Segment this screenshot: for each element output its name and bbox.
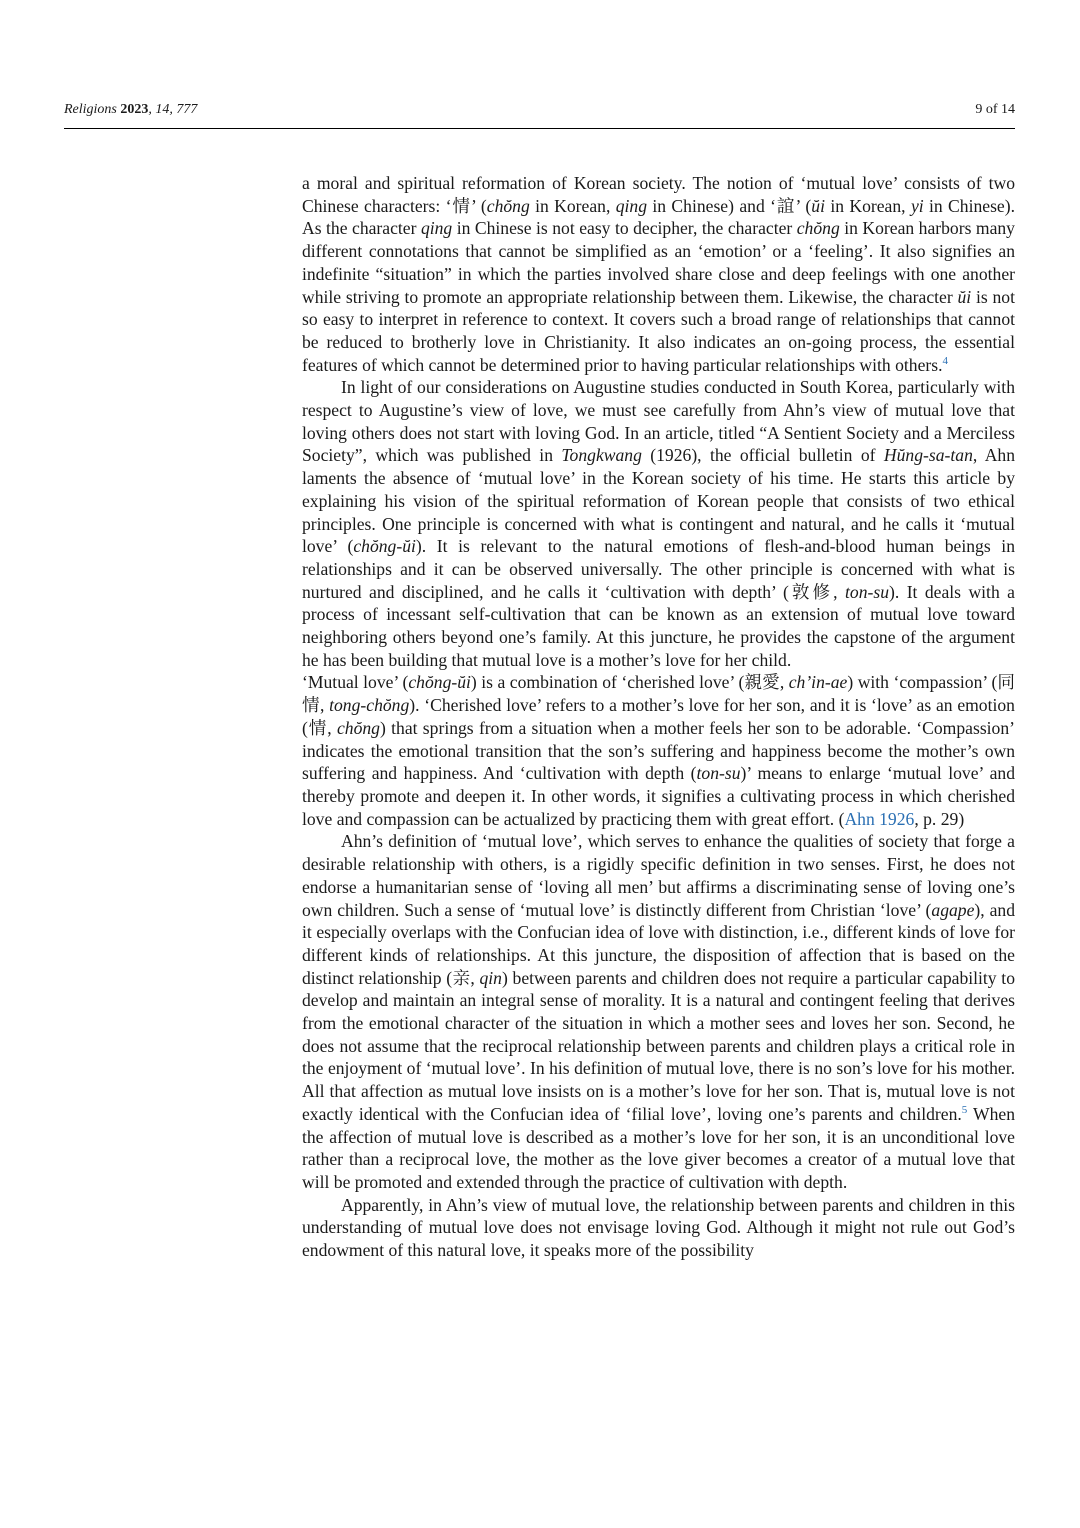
text-run: ). ‘Cherished love’ refers to a mother’s love for her son, and it is ‘love’ as an emotion (情, xyxy=(302,695,1015,738)
italic-term: chŏng-ŭi xyxy=(408,672,471,693)
journal-volume: , 14, 777 xyxy=(148,102,198,117)
citation-link[interactable]: Ahn 1926 xyxy=(844,808,915,829)
text-run: ) with ‘compassion’ (同情, xyxy=(302,672,1015,716)
text-run: in Chinese). As the character xyxy=(302,195,1015,239)
text-run: ). It is relevant to the natural emotions of flesh-and-blood human beings in relationships and it can be observed universally. The other principle is concerned with what is nurtured and disciplined, and he calls it ‘cultivation with depth’ (敦修, xyxy=(302,536,1015,602)
footnote-link-5[interactable]: 5 xyxy=(961,1103,968,1116)
text-run: ) is a combination of ‘cherished love’ (親愛, xyxy=(470,672,789,693)
italic-term: ŭi xyxy=(811,195,825,216)
italic-term: chŏng-ŭi xyxy=(353,536,416,557)
italic-term: Tongkwang xyxy=(561,445,642,466)
page-number: 9 of 14 xyxy=(975,102,1015,117)
text-run: , p. 29) xyxy=(914,808,965,829)
text-run: When the affection of mutual love is described as a mother’s love for her son, it is an unconditional love rather than a reciprocal love, the mother as the love giver becomes a creator of a mutual love that will be promoted and extended through the practice of cultivation with depth. xyxy=(302,1103,1016,1192)
article-body xyxy=(302,172,1015,1262)
paragraph-2 xyxy=(302,376,1015,671)
text-run: In light of our considerations on Augustine studies conducted in South Korea, particularly with respect to Augustine’s view of love, we must see carefully from Ahn’s view of mutual love that loving others does not start with loving God. In an article, titled “A Sentient Society and a Merciless Society”, which was published in xyxy=(302,377,1015,466)
italic-term: chŏng xyxy=(796,218,840,239)
italic-term: yi xyxy=(910,195,924,216)
italic-term: ŭi xyxy=(957,286,972,307)
text-run: ‘Mutual love’ ( xyxy=(302,672,409,693)
running-header xyxy=(64,98,1015,129)
italic-term: chŏng xyxy=(486,195,530,216)
block-quote xyxy=(302,671,1015,830)
text-run: Ahn’s definition of ‘mutual love’, which serves to enhance the qualities of society that forge a desirable relationship with others, is a rigidly specific definition in two senses. First, he does not endorse a humanitarian sense of ‘loving all men’ but affirms a discriminating sense of loving one’s own children. Such a sense of ‘mutual love’ is distinctly different from Christian ‘love’ ( xyxy=(302,831,1015,920)
text-run: in Chinese) and ‘誼’ ( xyxy=(647,195,812,216)
italic-term: ch’in-ae xyxy=(788,672,848,693)
italic-term: qing xyxy=(615,195,648,216)
text-run: ) between parents and children does not require a particular capability to develop and maintain an integral sense of morality. It is a natural and contingent feeling that derives from the emotional character of the situation in which a mother sees and loves her son. Second, he does not assume that the reciprocal relationship between parents and children plays a critical role in the enjoyment of ‘mutual love’. In his definition of mutual love, there is no son’s love for his mother. All that affection as mutual love insists on is a mother’s love for her son. That is, mutual love is not exactly identical with the Confucian idea of ‘filial love’, loving one’s parents and children. xyxy=(302,967,1015,1124)
italic-term: qin xyxy=(479,967,502,988)
paragraph-4 xyxy=(302,1194,1015,1262)
text-run: ), and it especially overlaps with the Confucian idea of love with distinction, i.e., different kinds of love for different kinds of relationships. At this juncture, the disposition of affection that is based on the distinct relationship (亲, xyxy=(302,899,1015,988)
paragraph-3 xyxy=(302,830,1015,1193)
italic-term: ton-su xyxy=(845,581,889,602)
italic-term: chŏng xyxy=(336,717,380,738)
journal-year: 2023 xyxy=(120,102,149,117)
footnote-link-4[interactable]: 4 xyxy=(942,354,949,367)
text-run: ) that springs from a situation when a mother feels her son to be adorable. ‘Compassion’ indicates the emotional transition that the son’s suffering and happiness become the mother’s own suffering and happiness. And ‘cultivation with depth ( xyxy=(302,717,1016,784)
italic-term: Hŭng-sa-tan xyxy=(883,445,973,466)
paragraph-1 xyxy=(302,172,1015,376)
italic-term: tong-chŏng xyxy=(329,695,410,716)
text-run: a moral and spiritual reformation of Korean society. The notion of ‘mutual love’ consists of two Chinese characters: ‘情’ ( xyxy=(302,173,1015,216)
journal-citation xyxy=(64,102,197,118)
italic-term: qing xyxy=(420,218,453,239)
journal-name: Religions xyxy=(64,102,117,117)
text-run: in Chinese is not easy to decipher, the character xyxy=(452,218,797,239)
italic-term: agape xyxy=(931,899,975,920)
text-run: (1926), the official bulletin of xyxy=(641,445,884,466)
text-run: in Korean, xyxy=(824,195,911,216)
text-run: in Korean harbors many different connotations that cannot be simplified as an ‘emotion’ or a ‘feeling’. It also signifies an indefinite “situation” in which the parties involved share close and deep feelings with one another while striving to promote an appropriate relationship between them. Likewise, the character xyxy=(302,218,1015,307)
text-run: )’ means to enlarge ‘mutual love’ and thereby promote and deepen it. In other words, it signifies a cultivating process in which cherished love and compassion can be actualized by practicing them with great effort. ( xyxy=(302,763,1015,829)
text-run: in Korean, xyxy=(529,195,616,216)
text-run: is not so easy to interpret in reference to context. It covers such a broad range of relationships that cannot be reduced to brotherly love in Christianity. It also indicates an on-going process, the essential features of which cannot be determined prior to having particular relationships with others. xyxy=(302,286,1015,375)
italic-term: ton-su xyxy=(696,763,741,784)
text-run: ). It deals with a process of incessant self-cultivation that can be known as an extension of mutual love toward neighboring others beyond one’s family. At this juncture, he provides the capstone of the argument he has been building that mutual love is a mother’s love for her child. xyxy=(302,581,1015,670)
text-run: Apparently, in Ahn’s view of mutual love, the relationship between parents and children in this understanding of mutual love does not envisage loving God. Although it might not rule out God’s endowment of this natural love, it speaks more of the possibility xyxy=(302,1194,1015,1261)
text-run: , Ahn laments the absence of ‘mutual love’ in the Korean society of his time. He starts this article by explaining his vision of the spiritual reformation of Korean people that consists of two ethical principles. One principle is concerned with what is contingent and natural, and he calls it ‘mutual love’ ( xyxy=(302,445,1015,557)
